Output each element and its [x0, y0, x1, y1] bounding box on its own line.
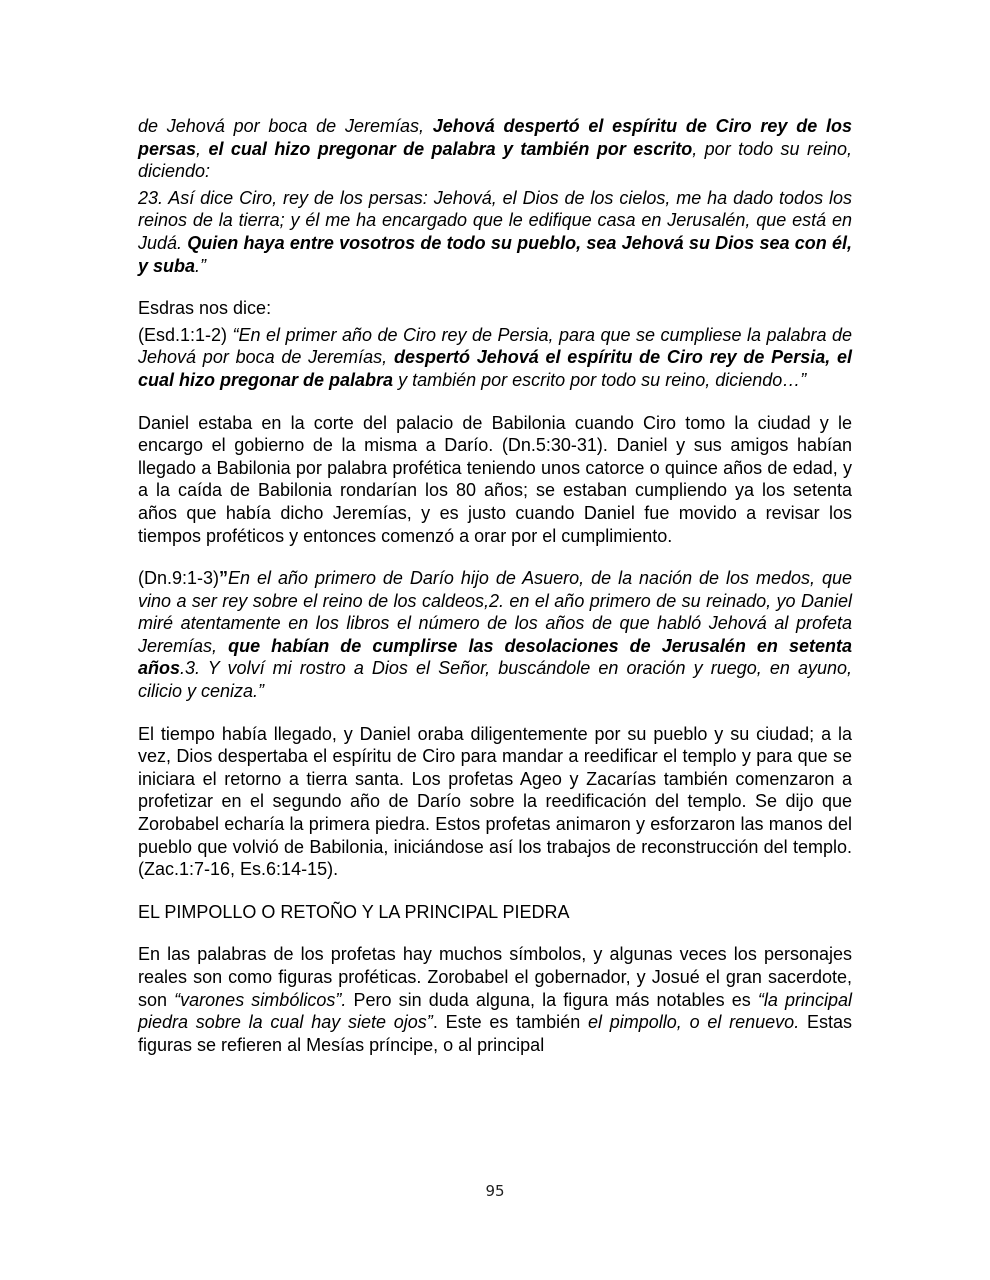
- bold-run: Jehová despertó el espíritu de Ciro rey de los persas: [138, 116, 852, 159]
- bold-run: Quien haya entre vosotros de todo su pueblo, sea Jehová su Dios sea con él, y suba: [138, 232, 852, 276]
- section-heading: EL PIMPOLLO O RETOÑO Y LA PRINCIPAL PIEDRA: [138, 901, 570, 922]
- italic-run: .3. Y volví mi rostro a Dios el Señor, buscándole en oración y ruego, en ayuno, cilicio y ceniza.”: [138, 658, 852, 702]
- paragraph-prophetic-symbols: [138, 943, 852, 1056]
- text-run: .”: [195, 255, 207, 276]
- text-run: ,: [196, 138, 209, 159]
- bold-run: despertó Jehová el espíritu de Ciro rey de Persia, el cual hizo pregonar de palabra: [138, 347, 852, 390]
- italic-run: “varones simbólicos”.: [174, 989, 347, 1010]
- page-content: [138, 115, 852, 1056]
- paragraph-daniel-quote: [138, 567, 852, 703]
- paragraph-esdras-intro: Esdras nos dice:: [138, 298, 272, 319]
- italic-run: “la principal piedra sobre la cual hay siete ojos”: [138, 989, 852, 1033]
- bold-run: el cual hizo pregonar de palabra y también por escrito: [208, 138, 693, 159]
- text-run: En las palabras de los profetas hay muchos símbolos, y algunas veces los personajes reales son como figuras proféticas. Zorobabel el gobernador, y Josué el gran sacerdote, son: [138, 944, 852, 1010]
- bold-run: que habían de cumplirse las desolaciones de Jerusalén en setenta años: [138, 635, 852, 679]
- text-run: Pero sin duda alguna, la figura más notables es: [346, 989, 758, 1010]
- citation: (Esd.1:1-2): [138, 324, 233, 345]
- text-run: Estas figuras se refieren al Mesías príncipe, o al principal: [138, 1012, 852, 1055]
- page-number: 95: [485, 1182, 505, 1200]
- italic-run: y también por escrito por todo su reino, diciendo…”: [393, 369, 807, 390]
- italic-run: el pimpollo, o el renuevo.: [587, 1012, 800, 1033]
- paragraph-daniel-court: Daniel estaba en la corte del palacio de Babilonia cuando Ciro tomo la ciudad y le encargo el gobierno de la misma a Darío. (Dn.5:30-31). Daniel y sus amigos habían llegado a Babilonia por palabra profética teniendo unos catorce o quince años de edad, y a la caída de Babilonia rondarían los 80 años; se estaban cumpliendo ya los setenta años que había dicho Jeremías, y es justo cuando Daniel fue movido a revisar los tiempos proféticos y entonces comenzó a orar por el cumplimiento.: [138, 412, 852, 546]
- citation: (Dn.9:1-3): [138, 568, 220, 589]
- text-run: de Jehová por boca de Jeremías,: [138, 116, 433, 136]
- text-run: 23. Así dice Ciro, rey de los persas: Jehová, el Dios de los cielos, me ha dado todos los reinos de la tierra; y él me ha encargado que le edifique casa en Jerusalén, que está en Judá.: [138, 187, 852, 253]
- italic-run: En el año primero de Darío hijo de Asuero, de la nación de los medos, que vino a ser rey sobre el reino de los caldeos,2. en el año primero de su reinado, yo Daniel miré atentamente en los libros el número de los años de que habló Jehová al profeta Jeremías,: [138, 568, 852, 656]
- quote-paragraph-verse-23: [138, 187, 852, 277]
- paragraph-esdras-quote: [138, 324, 852, 392]
- paragraph-time-arrived: El tiempo había llegado, y Daniel oraba diligentemente por su pueblo y su ciudad; a la vez, Dios despertaba el espíritu de Ciro para mandar a reedificar el templo y para que se iniciara el retorno a tierra santa. Los profetas Ageo y Zacarías también comenzaron a profetizar en el segundo año de Darío sobre la reedificación del templo. Se dijo que Zorobabel echaría la primera piedra. Estos profetas animaron y esforzaron las manos del pueblo que volvió de Babilonia, iniciándose así los trabajos de reconstrucción del templo. (Zac.1:7-16, Es.6:14-15).: [138, 723, 852, 880]
- quote-paragraph-cyrus-decree: [138, 115, 852, 183]
- bold-run: ”: [219, 568, 229, 589]
- italic-run: “En el primer año de Ciro rey de Persia, para que se cumpliese la palabra de Jehová por boca de Jeremías,: [138, 324, 852, 368]
- text-run: . Este es también: [432, 1012, 588, 1033]
- text-run: , por todo su reino, diciendo:: [138, 138, 852, 182]
